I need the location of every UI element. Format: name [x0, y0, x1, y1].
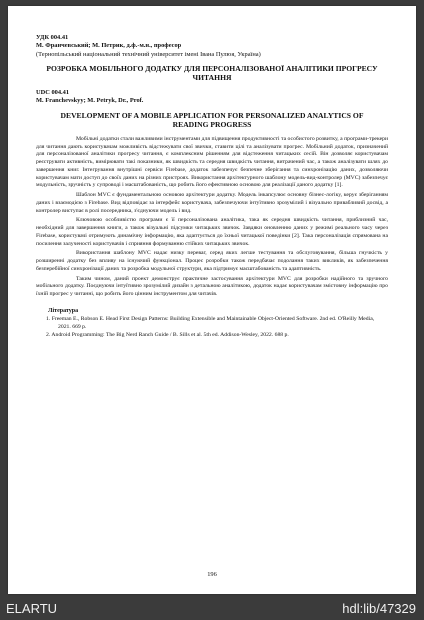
title-ua: РОЗРОБКА МОБІЛЬНОГО ДОДАТКУ ДЛЯ ПЕРСОНАЛІЗОВАНОЇ АНАЛІТИКИ ПРОГРЕСУ ЧИТАННЯ [46, 63, 378, 83]
body-paragraph: Ключовою особливістю програми є її персоналізована аналітика, така як середня швидкість читання, приблизний час, необхідний для завершення книги, а також візуальні підсумки читацьких звичок. Завдяки оновленню даних у режимі реального часу через Firebase, користувачі отримують динамічну інформацію, яка адаптується до їхньої читацької поведінки [2]. Така персоналізація спрямована на посилення залученості користувачів і сприяння формуванню стійких читацьких звичок. [36, 217, 388, 247]
udc-en: UDC 004.41 [36, 89, 70, 97]
authors-ua: М. Франчевський; М. Петрик, д.ф.-м.н., професор [36, 42, 182, 50]
document-page [8, 6, 416, 594]
viewer-footer [0, 596, 424, 620]
body-paragraph: Мобільні додатки стали важливими інструментами для підвищення продуктивності та особистого розвитку, а програми-трекери для читання дають користувачам можливість відстежувати свої звички, ставити цілі та аналізувати прогрес. Мобільний додаток, призначений для персоналізованої аналітики прогресу читання, є комплексним рішенням для відстеження читацьких сесій. Він дозволяє користувачам реєструвати активність, вимірювати такі показники, як швидкість та середня швидкість читання, витрачений час, а також аналізувати шлях до завершення книг. Інтегрування внутрішні сервіси Firebase, додаток забезпечує безпечне зберігання та синхронізацію даних, дозволяючи користувачам мати доступ до своїх даних на різних пристроях. Використання архітектурного шаблону модель-вид-контролер (MVC) забезпечує модульність, зручність у супроводі і масштабованість, що робить його ефективною основою для реалізації даного додатку [1]. [36, 135, 388, 189]
body-paragraph: Таким чином, даний проект демонструє практичне застосування архітектури MVC для розробки надійного та зручного мобільного додатку. Поєднуючи інтуїтивно зрозумілий дизайн з детальною аналітикою, додаток надає користувачам змістовну інформацію про їхній прогрес у читанні, що робить його цінним інструментом для читачів. [36, 275, 388, 298]
title-en: DEVELOPMENT OF A MOBILE APPLICATION FOR PERSONALIZED ANALYTICS OF READING PROGRESS [60, 110, 364, 130]
udc-ua: УДК 004.41 [36, 34, 69, 41]
reference-item: 1. Freeman E., Robson E. Head First Design Patterns: Building Extensible and Maintainable Object-Oriented Software. 2nd ed. O'Reilly Media, 2021. 669 p. [46, 315, 375, 330]
reference-item: 2. Android Programming: The Big Nerd Ranch Guide / B. Sills et al. 5th ed. Addison-Wesley, 2022. 688 p. [46, 332, 289, 339]
body-paragraph: Шаблон MVC є фундаментальною основою архітектури додатку. Модель інкапсулює основну бізнес-логіку, керує зберіганням даних і взаємодією з Firebase. Вид відповідає за інтерфейс користувача, забезпечуючи інтуїтивно зрозумілий і візуально привабливий досвід, а контролер виступає в ролі посередника, з'єднуючи модель і вид. [36, 192, 388, 214]
body-paragraph: Використання шаблону MVC надає низку переваг, серед яких легше тестування та обслуговування, більша гнучкість у розширенні додатку без впливу на існуючий функціонал. Процес розробки також передбачає подолання таких викликів, як забезпечення безперебійної синхронізації даних та розробка модульної структури, яка підтримує масштабованість та адаптивність. [36, 250, 388, 272]
authors-en: M. Franchevskyy; M. Petryk, Dr., Prof. [36, 97, 144, 105]
affiliation-ua: (Тернопільський національний технічний університет імені Івана Пулюя, Україна) [36, 50, 261, 58]
references-title: Література [48, 307, 79, 314]
page-number: 196 [207, 571, 217, 578]
repository-label: ELARTU [6, 601, 58, 616]
page-content [36, 34, 388, 341]
handle-label: hdl:lib/47329 [342, 601, 416, 616]
